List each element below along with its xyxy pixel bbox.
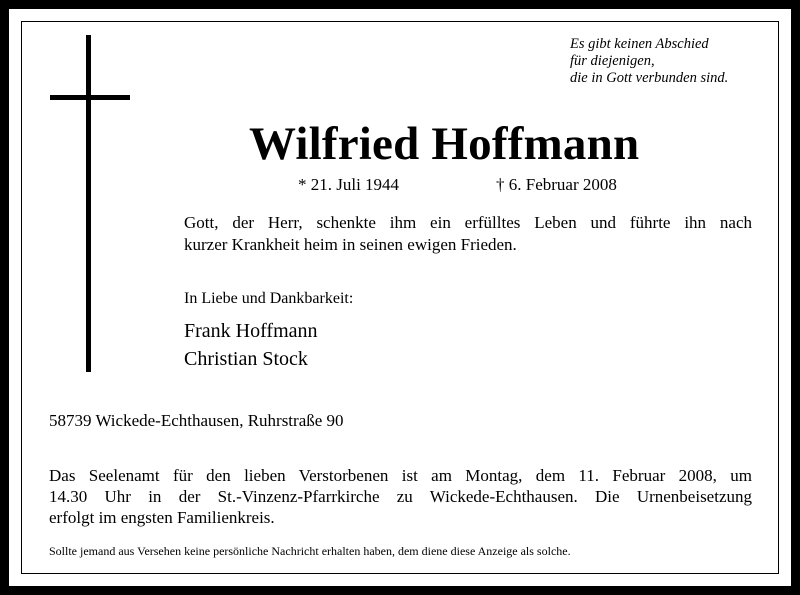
motto-quote bbox=[570, 36, 728, 87]
deceased-name: Wilfried Hoffmann bbox=[249, 118, 640, 170]
mourner-name: Christian Stock bbox=[184, 348, 308, 370]
death-date: † 6. Februar 2008 bbox=[496, 175, 617, 194]
service-line: 14.30 Uhr in der St.-Vinzenz-Pfarrkirche zu Wickede-Echthausen. Die Urnenbeisetzung bbox=[49, 487, 752, 506]
birth-date: * 21. Juli 1944 bbox=[298, 175, 400, 194]
mourner-name: Frank Hoffmann bbox=[184, 320, 318, 342]
memorial-text-line: Gott, der Herr, schenkte ihm ein erfülltes Leben und führte ihn nach bbox=[184, 213, 752, 232]
service-announcement bbox=[49, 465, 752, 528]
cross-vertical-bar bbox=[86, 35, 91, 372]
motto-line: Es gibt keinen Abschied bbox=[570, 36, 709, 52]
service-line: Das Seelenamt für den lieben Verstorbenen ist am Montag, dem 11. Februar 2008, um bbox=[49, 466, 752, 485]
motto-line: die in Gott verbunden sind. bbox=[570, 70, 729, 86]
service-line: erfolgt im engsten Familienkreis. bbox=[49, 508, 275, 527]
memorial-text-line: kurzer Krankheit heim in seinen ewigen Frieden. bbox=[184, 235, 517, 254]
motto-line: für diejenigen, bbox=[570, 53, 655, 69]
notice-footnote: Sollte jemand aus Versehen keine persönliche Nachricht erhalten haben, dem diene diese Anzeige als solche. bbox=[49, 544, 571, 558]
family-address: 58739 Wickede-Echthausen, Ruhrstraße 90 bbox=[49, 411, 344, 430]
mourners-intro: In Liebe und Dankbarkeit: bbox=[184, 290, 354, 307]
memorial-text bbox=[184, 212, 752, 256]
cross-horizontal-bar bbox=[50, 95, 130, 100]
